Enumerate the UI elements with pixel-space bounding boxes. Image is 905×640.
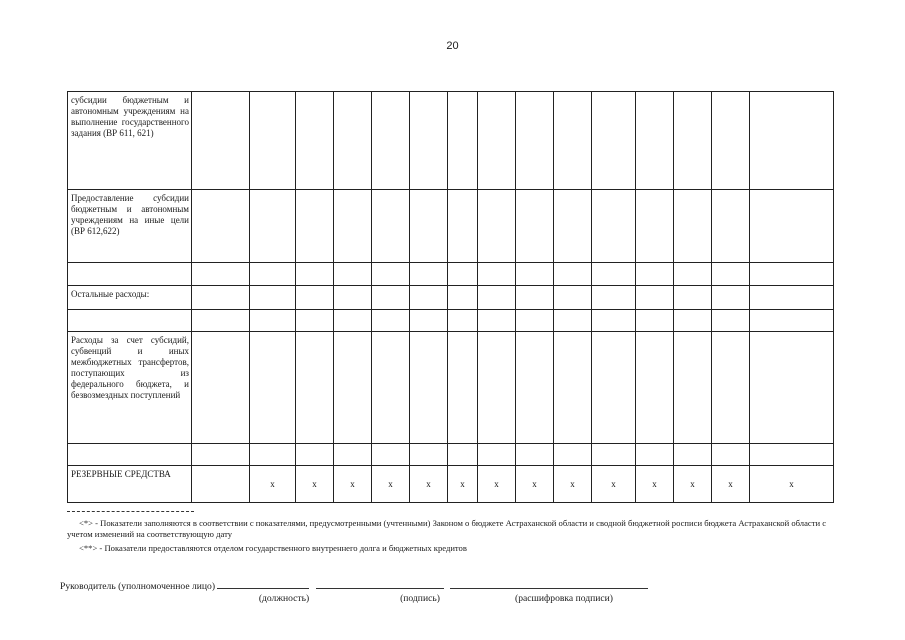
table-cell[interactable] [192, 263, 250, 286]
table-cell[interactable] [192, 332, 250, 444]
table-cell[interactable] [250, 444, 296, 466]
table-cell[interactable] [372, 263, 410, 286]
table-cell[interactable] [636, 92, 674, 190]
table-cell[interactable] [372, 190, 410, 263]
table-cell[interactable] [750, 310, 834, 332]
table-cell[interactable]: х [750, 466, 834, 503]
budget-table [67, 91, 834, 503]
table-cell[interactable] [410, 332, 448, 444]
table-cell[interactable] [372, 332, 410, 444]
table-cell[interactable] [516, 444, 554, 466]
table-cell[interactable] [478, 310, 516, 332]
table-row [68, 190, 834, 263]
table-cell[interactable]: х [250, 466, 296, 503]
table-row [68, 286, 834, 310]
table-cell[interactable] [250, 286, 296, 310]
table-row [68, 310, 834, 332]
table-cell[interactable] [592, 332, 636, 444]
table-cell[interactable] [334, 286, 372, 310]
table-cell[interactable] [516, 310, 554, 332]
table-cell[interactable] [448, 286, 478, 310]
table-row [68, 332, 834, 444]
table-cell[interactable] [478, 332, 516, 444]
table-cell[interactable] [554, 190, 592, 263]
table-cell[interactable] [516, 190, 554, 263]
table-cell[interactable] [712, 190, 750, 263]
table-cell[interactable]: х [296, 466, 334, 503]
table-cell[interactable] [712, 92, 750, 190]
table-cell[interactable] [592, 286, 636, 310]
table-cell[interactable]: х [674, 466, 712, 503]
table-cell[interactable]: х [372, 466, 410, 503]
table-cell[interactable] [554, 332, 592, 444]
table-cell[interactable] [410, 444, 448, 466]
footnote-2: <**> - Показатели предоставляются отделом государственного внутреннего долга и бюджетных кредитов [79, 543, 467, 553]
table-cell[interactable] [372, 444, 410, 466]
table-cell[interactable] [192, 444, 250, 466]
row-label: Остальные расходы: [68, 286, 192, 310]
table-cell[interactable] [250, 92, 296, 190]
table-cell[interactable] [334, 444, 372, 466]
table-cell[interactable] [192, 92, 250, 190]
table-cell[interactable] [448, 92, 478, 190]
table-cell[interactable] [636, 263, 674, 286]
table-cell[interactable] [448, 444, 478, 466]
table-cell[interactable] [296, 332, 334, 444]
signature-caption: (подпись) [400, 593, 440, 604]
table-row [68, 263, 834, 286]
table-cell[interactable] [554, 444, 592, 466]
table-cell[interactable] [750, 263, 834, 286]
signature-blank[interactable] [316, 578, 444, 589]
table-cell[interactable] [712, 286, 750, 310]
name-blank[interactable] [450, 578, 648, 589]
table-cell[interactable] [334, 92, 372, 190]
table-cell[interactable] [674, 190, 712, 263]
table-cell[interactable] [674, 332, 712, 444]
table-cell[interactable] [478, 92, 516, 190]
table-cell[interactable]: х [478, 466, 516, 503]
table-cell[interactable] [516, 286, 554, 310]
table-cell[interactable] [250, 310, 296, 332]
table-cell[interactable] [478, 444, 516, 466]
table-cell[interactable] [334, 310, 372, 332]
table-cell[interactable] [636, 190, 674, 263]
table-cell[interactable] [192, 190, 250, 263]
table-cell[interactable]: х [516, 466, 554, 503]
table-cell[interactable]: х [410, 466, 448, 503]
table-cell[interactable] [636, 332, 674, 444]
row-label: субсидии бюджетным и автономным учреждениям на выполнение государственного задания (ВР 611, 621) [68, 92, 192, 190]
table-cell[interactable] [192, 286, 250, 310]
table-cell[interactable] [750, 444, 834, 466]
row-label: РЕЗЕРВНЫЕ СРЕДСТВА [68, 466, 192, 503]
row-label [68, 444, 192, 466]
table-cell[interactable]: х [334, 466, 372, 503]
table-cell[interactable] [750, 332, 834, 444]
table-cell[interactable] [296, 263, 334, 286]
table-cell[interactable] [750, 286, 834, 310]
table-cell[interactable]: х [592, 466, 636, 503]
table-cell[interactable] [334, 190, 372, 263]
table-cell[interactable] [712, 310, 750, 332]
footnote-divider [67, 511, 194, 512]
table-cell[interactable]: х [712, 466, 750, 503]
table-cell[interactable] [448, 263, 478, 286]
table-cell[interactable] [334, 332, 372, 444]
table-cell[interactable] [410, 190, 448, 263]
signature-label: Руководитель (уполномоченное лицо) [60, 581, 216, 592]
table-cell[interactable] [372, 310, 410, 332]
signature-block [60, 578, 860, 592]
table-cell[interactable] [554, 263, 592, 286]
table-cell[interactable] [192, 466, 250, 503]
table-cell[interactable] [372, 92, 410, 190]
table-cell[interactable] [410, 286, 448, 310]
table-cell[interactable] [410, 92, 448, 190]
table-cell[interactable] [372, 286, 410, 310]
footnote-1: <*> - Показатели заполняются в соответствии с показателями, предусмотренными (учтенными) Законом о бюджете Астраханской области и сводной бюджетной росписи бюджета Астраханской области с учетом изменений на соответствующую дату [67, 518, 827, 539]
table-cell[interactable] [516, 332, 554, 444]
table-cell[interactable]: х [636, 466, 674, 503]
table-cell[interactable] [750, 92, 834, 190]
table-cell[interactable] [750, 190, 834, 263]
table-cell[interactable] [478, 263, 516, 286]
page-number: 20 [446, 40, 459, 52]
table-cell[interactable] [334, 263, 372, 286]
row-label [68, 310, 192, 332]
table-row [68, 466, 834, 503]
table-cell[interactable] [636, 444, 674, 466]
table-cell[interactable] [674, 92, 712, 190]
table-cell[interactable] [516, 92, 554, 190]
table-cell[interactable] [636, 310, 674, 332]
table-cell[interactable]: х [554, 466, 592, 503]
table-cell[interactable] [478, 190, 516, 263]
table-cell[interactable]: х [448, 466, 478, 503]
table-cell[interactable] [448, 190, 478, 263]
name-caption: (расшифровка подписи) [515, 593, 613, 604]
table-cell[interactable] [592, 310, 636, 332]
table-cell[interactable] [554, 286, 592, 310]
position-caption: (должность) [258, 593, 310, 604]
table-cell[interactable] [448, 310, 478, 332]
table-cell[interactable] [636, 286, 674, 310]
table-cell[interactable] [674, 444, 712, 466]
table-cell[interactable] [712, 263, 750, 286]
table-cell[interactable] [516, 263, 554, 286]
table-cell[interactable] [712, 332, 750, 444]
row-label [68, 263, 192, 286]
table-cell[interactable] [592, 92, 636, 190]
row-label: Расходы за счет субсидий, субвенций и иных межбюджетных трансфертов, поступающих из федерального бюджета, и безвозмездных поступлений [68, 332, 192, 444]
table-cell[interactable] [410, 263, 448, 286]
table-cell[interactable] [250, 332, 296, 444]
table-cell[interactable] [554, 92, 592, 190]
table-cell[interactable] [592, 190, 636, 263]
table-cell[interactable] [478, 286, 516, 310]
table-cell[interactable] [592, 263, 636, 286]
table-cell[interactable] [554, 310, 592, 332]
table-cell[interactable] [712, 444, 750, 466]
table-cell[interactable] [296, 286, 334, 310]
position-blank[interactable] [217, 578, 309, 589]
table-cell[interactable] [674, 286, 712, 310]
table-row [68, 92, 834, 190]
table-row [68, 444, 834, 466]
row-label: Предоставление субсидии бюджетным и автономным учреждениям на иные цели (ВР 612,622) [68, 190, 192, 263]
table-cell[interactable] [250, 263, 296, 286]
table-cell[interactable] [592, 444, 636, 466]
table-cell[interactable] [296, 310, 334, 332]
table-cell[interactable] [674, 310, 712, 332]
table-cell[interactable] [296, 444, 334, 466]
table-cell[interactable] [192, 310, 250, 332]
table-cell[interactable] [296, 190, 334, 263]
table-cell[interactable] [296, 92, 334, 190]
table-cell[interactable] [448, 332, 478, 444]
table-cell[interactable] [674, 263, 712, 286]
table-cell[interactable] [250, 190, 296, 263]
table-cell[interactable] [410, 310, 448, 332]
